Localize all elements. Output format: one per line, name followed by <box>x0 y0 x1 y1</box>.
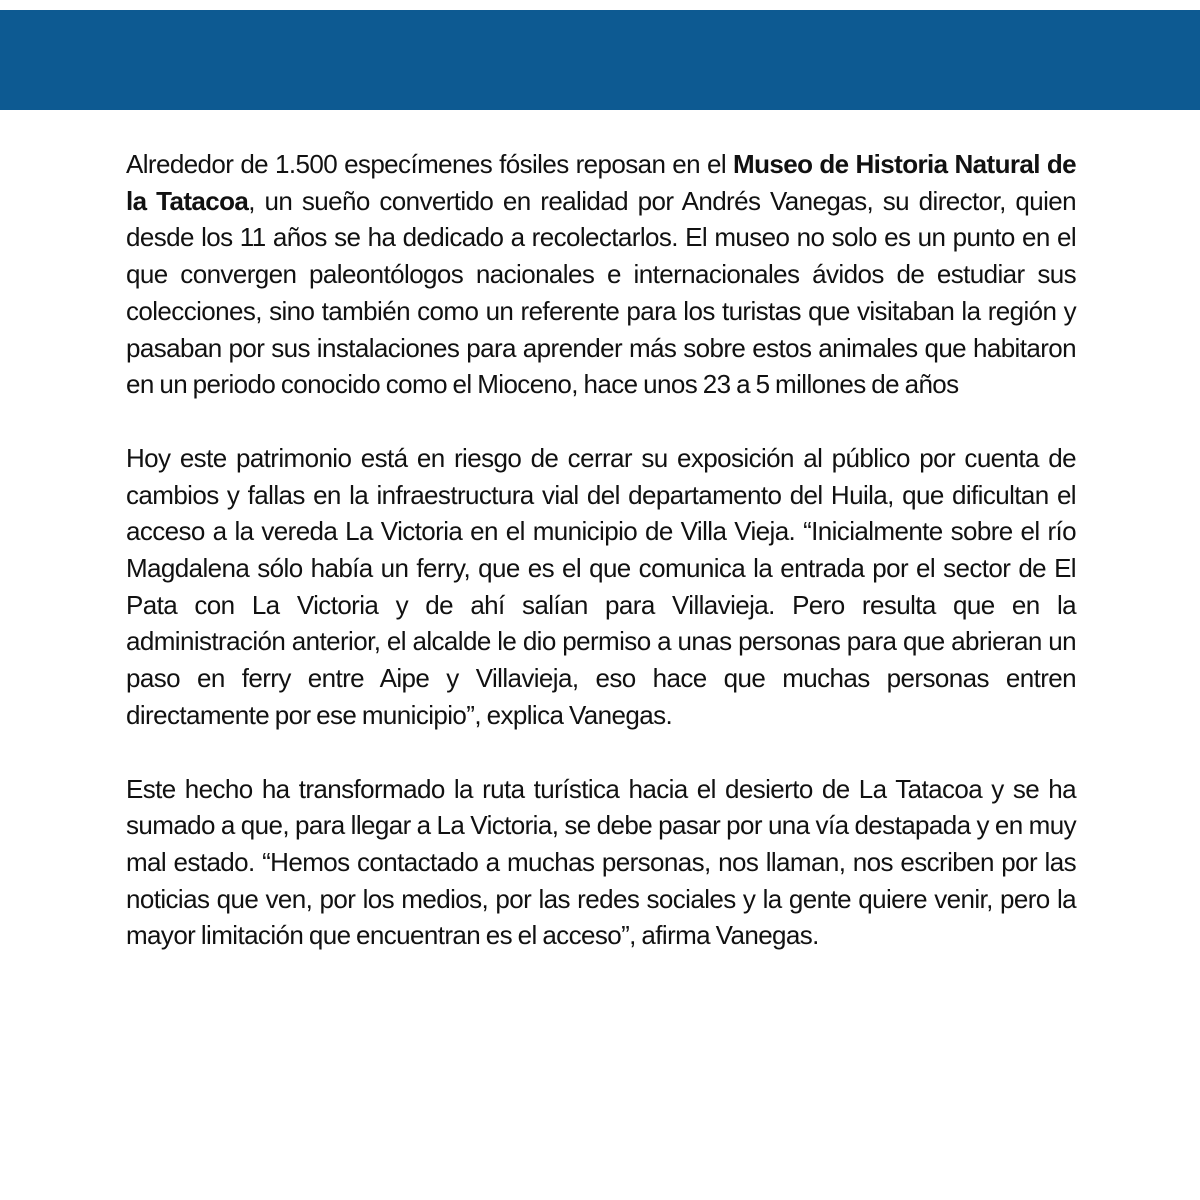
top-border <box>0 0 1200 10</box>
paragraph-1-rest: , un sueño convertido en realidad por Andrés Vanegas, su director, quien desde los 11 años se ha dedicado a recolectarlos. El museo no solo es un punto en el que convergen paleontólogos nacionales e internacionales ávidos de estudiar sus colecciones, sino también como un referente para los turistas que visitaban la región y pasaban por sus instalaciones para aprender más sobre estos animales que habitaron en un periodo conocido como el Mioceno, hace unos 23 a 5 millones de años <box>126 185 1076 400</box>
paragraph-1-intro: Alrededor de 1.500 especímenes fósiles reposan en el <box>126 149 734 179</box>
paragraph-3: Este hecho ha transformado la ruta turística hacia el desierto de La Tatacoa y se ha sumado a que, para llegar a La Victoria, se debe pasar por una vía destapada y en muy mal estado. “Hemos contactado a muchas personas, nos llaman, nos escriben por las noticias que ven, por los medios, por las redes sociales y la gente quiere venir, pero la mayor limitación que encuentran es el acceso”, afirma Vanegas. <box>126 773 1076 951</box>
article-body <box>126 146 1076 954</box>
paragraph-1 <box>126 146 1076 403</box>
museum-name: Museo de Historia Natural de la Tatacoa <box>126 149 1076 216</box>
paragraph-2: Hoy este patrimonio está en riesgo de cerrar su exposición al público por cuenta de cambios y fallas en la infraestructura vial del departamento del Huila, que dificultan el acceso a la vereda La Victoria en el municipio de Villa Vieja. “Inicialmente sobre el río Magdalena sólo había un ferry, que es el que comunica la entrada por el sector de El Pata con La Victoria y de ahí salían para Villavieja. Pero resulta que en la administración anterior, el alcalde le dio permiso a unas personas para que abrieran un paso en ferry entre Aipe y Villavieja, eso hace que muchas personas entren directamente por ese municipio”, explica Vanegas. <box>126 442 1076 730</box>
header-band <box>0 10 1200 110</box>
